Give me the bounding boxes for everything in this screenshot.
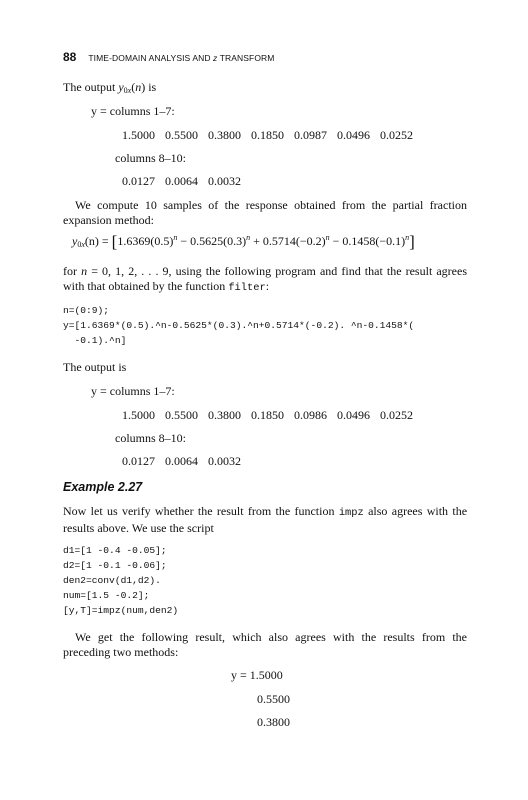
running-title: TIME-DOMAIN ANALYSIS AND z TRANSFORM: [88, 53, 275, 63]
page-number: 88: [63, 50, 77, 64]
output2-cols2-label: columns 8–10:: [115, 431, 186, 445]
final-value-2: 0.5500: [257, 692, 290, 706]
output1-row2: 0.0127 0.0064 0.0032: [122, 174, 241, 188]
final-y-value: y = 1.5000: [231, 668, 283, 682]
page-header: [63, 48, 483, 62]
output1-cols2-label: columns 8–10:: [115, 151, 186, 165]
example-heading: Example 2.27: [63, 480, 143, 494]
code-block-2: d1=[1 -0.4 -0.05]; d2=[1 -0.1 -0.06]; den2=conv(d1,d2). num=[1.5 -0.2]; [y,T]=impz(num,den2): [63, 545, 179, 616]
output2-row1: 1.5000 0.5500 0.3800 0.1850 0.0986 0.0496 0.0252: [122, 408, 413, 422]
paragraph-program: for n = 0, 1, 2, . . . 9, using the following program and find that the result agrees with that obtained by the function filter:: [63, 264, 468, 294]
output2-y-label: y = columns 1–7:: [91, 384, 175, 398]
equation: $y_{0x}(n) = [1.6369(0.5)^n - 0.5625(0.3)^n + 0.5714(-0.2)^n - 0.1458(-0.1)^n]$: [72, 232, 415, 251]
output2-row2: 0.0127 0.0064 0.0032: [122, 454, 241, 468]
paragraph-result: We get the following result, which also agrees with the results from the preceding two methods:: [63, 630, 467, 659]
output1-intro: The output $y_{0x}(n)$ is: [63, 80, 157, 95]
output1-y-label: y = columns 1–7:: [91, 104, 175, 118]
paragraph-partial-fraction: We compute 10 samples of the response obtained from the partial fraction expansion method:: [63, 198, 467, 227]
final-value-3: 0.3800: [257, 715, 290, 729]
paragraph-impz: Now let us verify whether the result from the function impz also agrees with the results above. We use the script: [63, 504, 468, 535]
output2-intro: The output is: [63, 360, 127, 374]
output1-row1: 1.5000 0.5500 0.3800 0.1850 0.0987 0.0496 0.0252: [122, 128, 413, 142]
code-block-1: n=(0:9); y=[1.6369*(0.5).^n-0.5625*(0.3).^n+0.5714*(-0.2). ^n-0.1458*( -0.1).^n]: [63, 305, 415, 346]
